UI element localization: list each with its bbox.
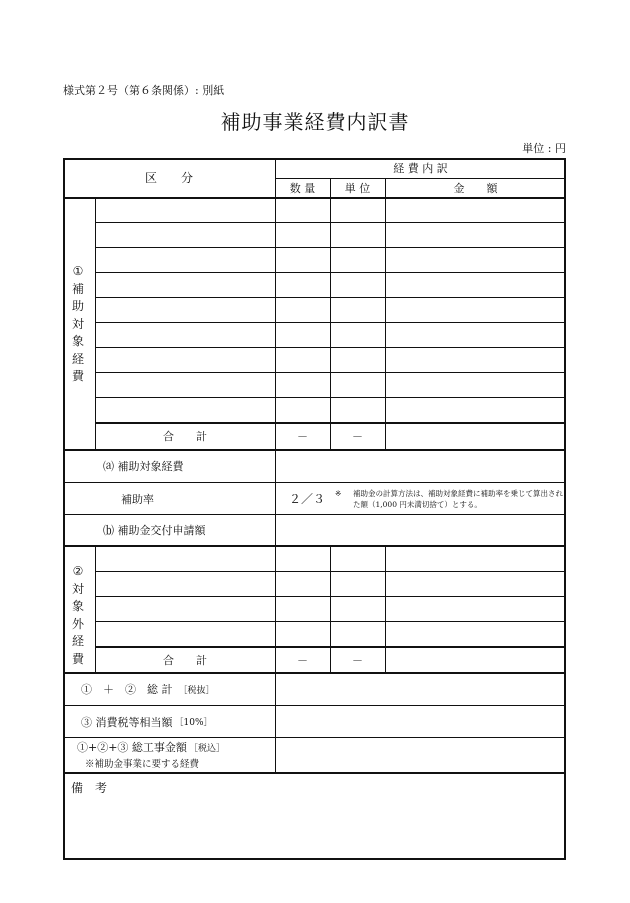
column-line (385, 197, 386, 450)
tax-excluded-tag: ［税抜］ (178, 685, 215, 696)
grand-total-label (77, 739, 275, 755)
subsidy-target-expense-label: ⒜ 補助対象経費 (103, 460, 184, 473)
remarks-label: 備 考 (71, 780, 108, 795)
column-line (275, 672, 276, 773)
label-char: ② (72, 564, 84, 578)
unit-header: 単 位 (344, 181, 371, 195)
consumption-tax-text: ③ 消費税等相当額 (81, 715, 173, 729)
label-char: 費 (71, 369, 84, 383)
table-border-right (564, 158, 566, 860)
row-line (95, 571, 566, 572)
label-char: 補 (71, 281, 84, 296)
expense-breakdown-table (63, 158, 566, 860)
label-char: 対 (71, 581, 84, 596)
unit-label: 単位 : 円 (522, 142, 566, 155)
row-line (95, 372, 566, 373)
section1-label (64, 263, 92, 386)
row-line (95, 621, 566, 622)
section1-subtotal-quantity: － (297, 430, 308, 443)
total-before-tax-text: ① ＋ ② 総 計 (81, 683, 173, 696)
row-line (95, 222, 566, 223)
quantity-header: 数 量 (289, 181, 316, 195)
tax-included-tag: ［税込］ (188, 743, 225, 754)
form-header: 様式第２号（第６条関係）: 別紙 (63, 84, 225, 97)
section2-subtotal-quantity: － (297, 653, 308, 667)
section2-top-line (63, 545, 566, 547)
row-line (95, 347, 566, 348)
label-char: 費 (71, 651, 84, 666)
row-line (95, 397, 566, 398)
label-char: 対 (71, 316, 84, 331)
row-line (95, 322, 566, 323)
subsidy-rate-label: 補助率 (121, 492, 154, 506)
label-char: 象 (71, 334, 84, 348)
row-line (95, 297, 566, 298)
label-char: 象 (71, 599, 84, 613)
section1-subtotal-unit: － (352, 430, 363, 443)
subsidy-application-amount-label: ⒝ 補助金交付申請額 (103, 524, 206, 537)
label-char: ① (72, 264, 84, 278)
grand-total-text: ①+②+③ 総工事金額 (77, 741, 187, 754)
section1-subtotal-label: 合 計 (163, 430, 207, 443)
table-border-bottom (63, 858, 566, 860)
section2-subtotal-unit: － (352, 653, 363, 667)
label-char: 経 (71, 634, 84, 648)
remarks-top-line (63, 772, 566, 774)
column-line (330, 197, 331, 450)
column-line (275, 449, 276, 546)
column-line (275, 197, 276, 450)
tax-rate-tag: ［10%］ (174, 718, 213, 728)
total-before-tax-label (81, 673, 275, 705)
consumption-tax-label (81, 706, 275, 737)
grand-total-note: ※補助金事業に要する経費 (85, 758, 200, 770)
note-mark: ※ (335, 489, 342, 498)
section1-label-line (95, 197, 96, 450)
amount-header: 金 額 (453, 181, 498, 195)
section2-subtotal-label: 合 計 (163, 653, 207, 667)
row-line (95, 247, 566, 248)
row-line (95, 272, 566, 273)
row-line (63, 737, 566, 738)
section2-label (64, 563, 92, 668)
note-text: 補助金の計算方法は、補助対象経費に補助率を乗じて算出された額（1,000 円未満切捨て）とする。 (353, 489, 563, 509)
document-title: 補助事業経費内訳書 (220, 110, 410, 134)
label-char: 外 (71, 616, 84, 631)
label-char: 助 (71, 299, 84, 313)
expense-breakdown-header: 経 費 内 訳 (393, 162, 448, 175)
subsidy-rate-value: ２／３ (289, 492, 326, 506)
kubun-header: 区 分 (144, 171, 193, 185)
row-line (95, 596, 566, 597)
label-char: 経 (71, 351, 84, 366)
column-line (385, 545, 386, 673)
header-bottom-line (63, 197, 566, 199)
